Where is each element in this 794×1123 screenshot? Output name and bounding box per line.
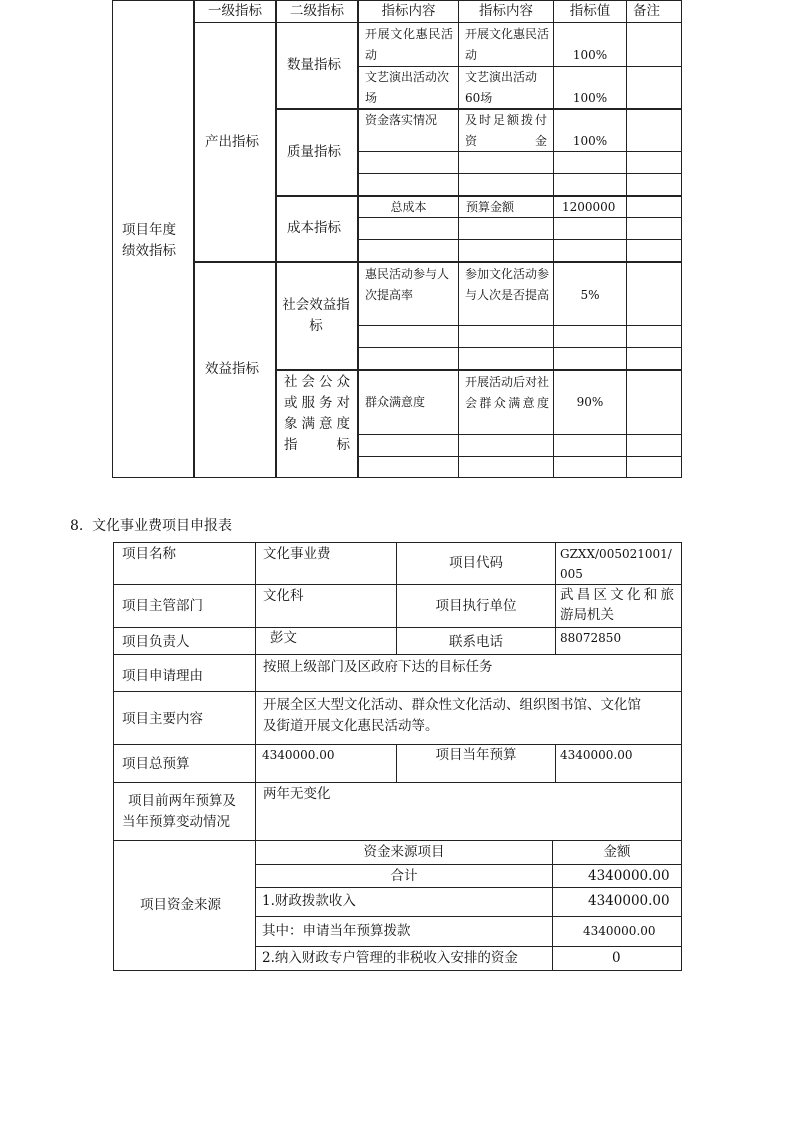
cost-row-content: 总成本 <box>390 200 427 214</box>
dept-label: 项目主管部门 <box>122 598 203 614</box>
reason-value: 按照上级部门及区政府下达的目标任务 <box>263 659 493 675</box>
budget-change-label-line2: 当年预算变动情况 <box>122 814 230 830</box>
col-header-level2: 二级指标 <box>290 3 344 19</box>
year-budget-label: 项目当年预算 <box>435 747 517 763</box>
year-budget-value: 4340000.00 <box>560 748 633 762</box>
quantity-row-1-content-2: 开展文化惠民活动 <box>465 27 550 62</box>
sum-label: 合计 <box>390 868 418 884</box>
quantity-row-2-content: 文艺演出活动次场 <box>365 70 450 105</box>
phone-label: 联系电话 <box>449 634 503 650</box>
row-header-annual-performance: 项目年度绩效指标 <box>122 222 176 259</box>
cost-row-value: 1200000 <box>562 200 616 214</box>
project-name-label: 项目名称 <box>122 546 176 562</box>
owner-value: 彭文 <box>270 630 297 646</box>
exec-unit-value-line1: 武昌区文化和旅 <box>560 587 674 603</box>
budget-change-value: 两年无变化 <box>263 786 331 802</box>
funding-source-header: 资金来源项目 <box>363 844 445 860</box>
content-value-line2: 及街道开展文化惠民活动等。 <box>263 718 439 734</box>
exec-unit-value-line2: 游局机关 <box>560 607 614 623</box>
fiscal-label: 1.财政拨款收入 <box>262 893 356 909</box>
level2-cost: 成本指标 <box>287 220 341 236</box>
col-header-content-b: 指标内容 <box>479 3 533 19</box>
col-header-remarks: 备注 <box>633 3 660 19</box>
social-row-value: 5% <box>580 288 600 302</box>
section-number: 8. <box>70 518 84 534</box>
section-title: 文化事业费项目申报表 <box>92 518 232 534</box>
level2-social-benefit: 社会效益指标 <box>282 297 350 334</box>
level2-satisfaction: 社会公众或服务对象满意度指标 <box>284 374 350 453</box>
level1-output: 产出指标 <box>205 134 259 150</box>
social-row-content-2: 参加文化活动参与人次是否提高 <box>465 267 550 302</box>
cost-row-content-2: 预算金额 <box>466 200 515 214</box>
quantity-row-2-value: 100% <box>572 91 608 105</box>
project-code-label: 项目代码 <box>449 555 503 571</box>
content-value-line1: 开展全区大型文化活动、群众性文化活动、组织图书馆、文化馆 <box>263 697 641 713</box>
col-header-value: 指标值 <box>569 3 611 19</box>
quantity-row-1-content: 开展文化惠民活动 <box>365 27 453 62</box>
col-header-level1: 一级指标 <box>208 3 262 19</box>
total-budget-value: 4340000.00 <box>262 748 335 762</box>
amount-header: 金额 <box>603 844 631 860</box>
sum-value: 4340000.00 <box>588 868 670 884</box>
level2-quantity: 数量指标 <box>287 57 341 73</box>
quality-row-content: 资金落实情况 <box>365 113 438 127</box>
apply-value: 4340000.00 <box>583 924 656 938</box>
quantity-row-2-content-2: 文艺演出活动60场 <box>465 70 538 105</box>
satisfaction-row-content: 群众满意度 <box>365 395 426 409</box>
dept-value: 文化科 <box>263 588 304 604</box>
quality-row-content-2: 及时足额拨付资金 <box>465 113 547 148</box>
project-code-value-line1: GZXX/005021001/ <box>560 547 672 561</box>
content-label: 项目主要内容 <box>122 711 203 727</box>
phone-value: 88072850 <box>560 631 622 645</box>
project-name-value: 文化事业费 <box>263 546 331 562</box>
owner-label: 项目负责人 <box>122 634 190 650</box>
exec-unit-label: 项目执行单位 <box>435 598 517 614</box>
project-code-value-line2: 005 <box>560 567 583 581</box>
level1-benefit: 效益指标 <box>205 361 259 377</box>
quality-row-value: 100% <box>572 134 608 148</box>
budget-change-label-line1: 项目前两年预算及 <box>128 793 236 809</box>
level2-quality: 质量指标 <box>287 144 341 160</box>
fiscal-value: 4340000.00 <box>588 893 670 909</box>
col-header-content-a: 指标内容 <box>381 3 436 19</box>
nontax-label: 2.纳入财政专户管理的非税收入安排的资金 <box>262 950 518 966</box>
satisfaction-row-value: 90% <box>576 395 604 409</box>
funding-source-label: 项目资金来源 <box>140 897 221 913</box>
satisfaction-row-content-2: 开展活动后对社会群众满意度 <box>465 375 550 410</box>
quantity-row-1-value: 100% <box>572 48 608 62</box>
social-row-content: 惠民活动参与人次提高率 <box>365 267 450 302</box>
apply-label: 其中：申请当年预算拨款 <box>262 923 411 939</box>
reason-label: 项目申请理由 <box>122 668 203 684</box>
total-budget-label: 项目总预算 <box>122 756 190 772</box>
nontax-value: 0 <box>612 950 621 966</box>
